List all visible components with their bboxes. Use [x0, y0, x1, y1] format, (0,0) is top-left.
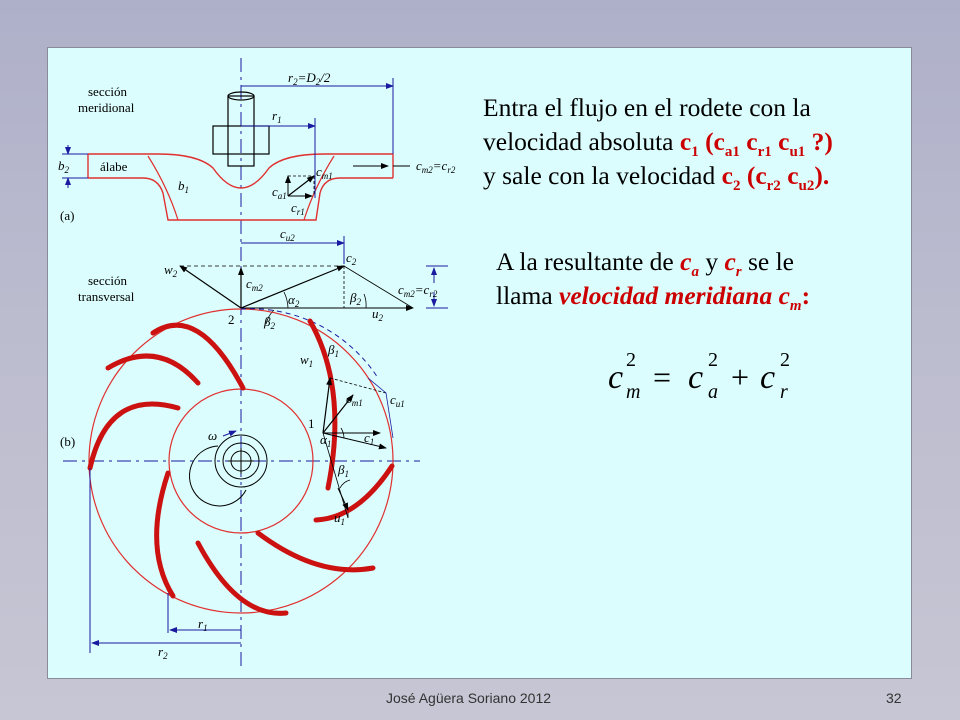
label-cm1-top: $c_{m1}$: [316, 164, 333, 181]
label-c2: $c_2$: [346, 250, 357, 267]
label-part-b: (b): [60, 434, 76, 449]
label-alpha1: $\alpha_1$: [320, 432, 332, 449]
label-r2: $r_2=D_2/2$: [288, 70, 331, 87]
label-r1: $r_1$: [272, 108, 282, 125]
transverse-section: [60, 309, 420, 661]
svg-text:2: 2: [780, 349, 790, 371]
label-cm2: $c_{m2}$: [246, 276, 263, 293]
label-section-meridional-2: meridional: [78, 100, 135, 115]
intro-line-2: velocidad absoluta $c_1$ ($c_{a1}$ $c_{r1}$ $c_{u1}$ ?): [483, 127, 833, 161]
label-u2: $u_2$: [372, 306, 383, 323]
label-b1: $b_1$: [178, 178, 189, 195]
label-w2: $w_2$: [164, 262, 178, 279]
label-b2: $b_2$: [58, 158, 69, 175]
label-beta1-top: $\beta_1$: [328, 342, 339, 359]
label-section-transversal-2: transversal: [78, 289, 135, 304]
intro-line-3: y sale con la velocidad $c_2$ ($c_{r2}$ $c_{u2}$).: [483, 161, 830, 195]
intro-line-1: Entra el flujo en el rodete con la: [483, 93, 811, 122]
svg-text:2: 2: [708, 349, 718, 371]
label-cu2: $c_{u2}$: [280, 226, 295, 243]
label-section-meridional-1: sección: [88, 84, 127, 99]
label-cu1: $c_{u1}$: [390, 392, 405, 409]
resultant-line-1: A la resultante de $c_a$ y $c_r$ se le: [496, 247, 795, 281]
svg-text:2: 2: [626, 349, 636, 371]
label-beta2-b: $\beta_2$: [264, 314, 275, 331]
label-point-1: 1: [308, 416, 315, 431]
svg-text:c: c: [760, 359, 776, 396]
label-section-transversal-1: sección: [88, 273, 127, 288]
label-part-a: (a): [60, 208, 75, 223]
svg-text:a: a: [708, 381, 718, 403]
label-omega: ω: [208, 428, 218, 443]
label-r1-bottom: $r_1$: [198, 616, 208, 633]
meridional-velocity-formula: [608, 349, 790, 403]
label-beta2-a: $\beta_2$: [350, 290, 361, 307]
label-cr1: $c_{r1}$: [291, 200, 305, 217]
slide-panel: [47, 47, 912, 679]
label-beta1: $\beta_1$: [338, 462, 349, 479]
svg-text:c: c: [688, 359, 704, 396]
label-r2-bottom: $r_2$: [158, 644, 168, 661]
label-cm2-cr2-top: $c_{m2}=c_{r2}$: [416, 158, 456, 175]
outlet-triangle: [78, 226, 448, 331]
label-w1: $w_1$: [300, 352, 314, 369]
label-c1: $c_1$: [364, 430, 375, 447]
svg-text:c: c: [608, 359, 624, 396]
svg-text:+: +: [731, 359, 750, 395]
label-cm2-cr2: $c_{m2}=c_{r2}$: [398, 282, 438, 299]
page-number: 32: [886, 690, 902, 706]
label-cm1: $c_{m1}$: [346, 391, 363, 408]
label-alpha2: $\alpha_2$: [288, 292, 300, 309]
svg-text:m: m: [626, 381, 641, 403]
resultant-line-2: llama velocidad meridiana $c_m$:: [496, 281, 811, 315]
label-u1: $u_1$: [334, 510, 345, 527]
svg-text:r: r: [780, 381, 788, 403]
label-blade: álabe: [100, 159, 128, 174]
label-ca1: $c_{a1}$: [272, 184, 287, 201]
footer-author: José Agüera Soriano 2012: [386, 690, 552, 706]
label-point-2: 2: [228, 312, 235, 327]
svg-text:=: =: [653, 359, 672, 395]
